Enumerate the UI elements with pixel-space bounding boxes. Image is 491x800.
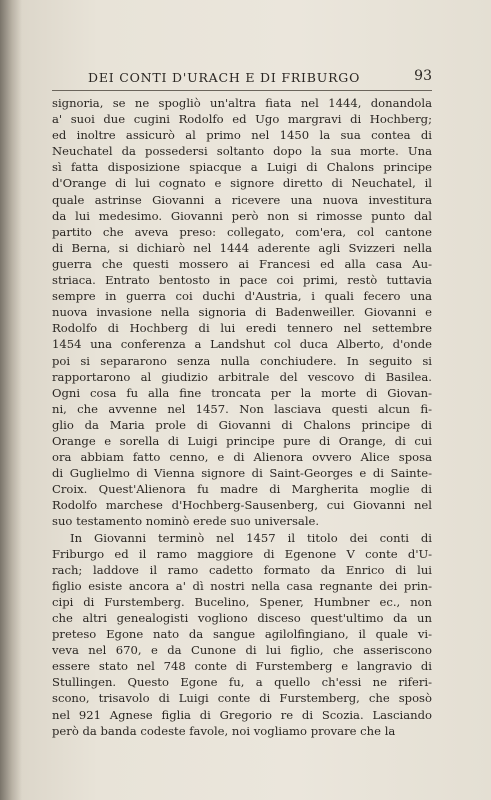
text-line: Orange e sorella di Luigi principe pure di Orange, di cui	[52, 433, 432, 448]
text-line: figlio esiste ancora a' dì nostri nella casa regnante dei prin-	[52, 578, 432, 593]
text-line: da lui medesimo. Giovanni però non si rimosse punto dal	[52, 208, 432, 223]
text-line: partito che aveva preso: collegato, com'era, col cantone	[52, 224, 432, 239]
text-line: a' suoi due cugini Rodolfo ed Ugo margravi di Hochberg;	[52, 112, 432, 127]
text-line: Rodolfo di Hochberg di lui eredi tennero nel settembre	[52, 321, 432, 336]
text-line: ni, che avvenne nel 1457. Non lasciava questi alcun fi-	[52, 401, 432, 416]
text-line: striaca. Entrato bentosto in pace coi primi, restò tuttavia	[52, 273, 432, 288]
text-line: 1454 una conferenza a Landshut col duca Alberto, d'onde	[52, 337, 432, 352]
text-line: che altri genealogisti vogliono disceso quest'ultimo da un	[52, 611, 432, 625]
page-header	[52, 68, 432, 91]
text-line: d'Orange di lui cognato e signore diretto di Neuchatel, il	[52, 176, 432, 191]
text-line: quale astrinse Giovanni a ricevere una nuova investitura	[52, 192, 432, 207]
paragraph-1	[52, 95, 432, 530]
text-line: nuova invasione nella signoria di Badenweiller. Giovanni e	[52, 305, 432, 320]
text-line: preteso Egone nato da sangue agilolfingiano, il quale vi-	[52, 627, 432, 642]
text-line: di Guglielmo di Vienna signore di Saint-Georges e di Sainte-	[52, 466, 432, 481]
text-line: nel 921 Agnese figlia di Gregorio re di Scozia. Lasciando	[52, 707, 432, 722]
text-line: guerra che questi mossero ai Francesi ed alla casa Au-	[52, 256, 432, 271]
text-line: Croix. Quest'Alienora fu madre di Margherita moglie di	[52, 482, 432, 497]
text-line: rach; laddove il ramo cadetto formato da Enrico di lui	[52, 562, 432, 577]
text-line: essere stato nel 748 conte di Furstemberg e langravio di	[52, 659, 432, 674]
text-line: di Berna, si dichiarò nel 1444 aderente agli Svizzeri nella	[52, 240, 432, 255]
text-line: suo testamento nominò erede suo universale.	[52, 514, 320, 529]
text-line: cipi di Furstemberg. Bucelino, Spener, Humbner ec., non	[52, 594, 432, 609]
text-line: sempre in guerra coi duchi d'Austria, i quali fecero una	[52, 289, 432, 304]
text-line: veva nel 670, e da Cunone di lui figlio, che asseriscono	[52, 643, 432, 658]
text-line: rapportarono al giudizio arbitrale del vescovo di Basilea.	[52, 369, 432, 384]
binding-gutter-shadow	[0, 0, 22, 800]
paragraph-2	[52, 530, 432, 739]
text-line: signoria, se ne spogliò un'altra fiata nel 1444, donandola	[52, 96, 432, 110]
text-line: Stullingen. Questo Egone fu, a quello ch'essi ne riferi-	[52, 675, 432, 690]
text-line: In Giovanni terminò nel 1457 il titolo dei conti di	[70, 530, 432, 545]
text-line: sì fatta disposizione spiacque a Luigi di Chalons principe	[52, 160, 432, 175]
text-line: ed inoltre assicurò al primo nel 1450 la sua contea di	[52, 128, 432, 143]
page-number: 93	[414, 68, 432, 84]
book-page	[52, 68, 432, 739]
text-line: ora abbiam fatto cenno, e di Alienora ovvero Alice sposa	[52, 450, 432, 465]
text-line: però da banda codeste favole, noi vogliamo provare che la	[52, 723, 396, 738]
text-line: Neuchatel da possedersi soltanto dopo la sua morte. Una	[52, 144, 432, 159]
text-line: Rodolfo marchese d'Hochberg-Sausenberg, cui Giovanni nel	[52, 498, 432, 513]
text-line: scono, trisavolo di Luigi conte di Furstemberg, che sposò	[52, 691, 432, 706]
text-line: Ogni cosa fu alla fine troncata per la morte di Giovan-	[52, 385, 432, 400]
text-line: poi si separarono senza nulla conchiudere. In seguito si	[52, 353, 432, 368]
text-line: glio da Maria prole di Giovanni di Chalons principe di	[52, 417, 432, 432]
running-title: DEI CONTI D'URACH E DI FRIBURGO	[88, 70, 361, 85]
text-line: Friburgo ed il ramo maggiore di Egenone V conte d'U-	[52, 546, 432, 561]
